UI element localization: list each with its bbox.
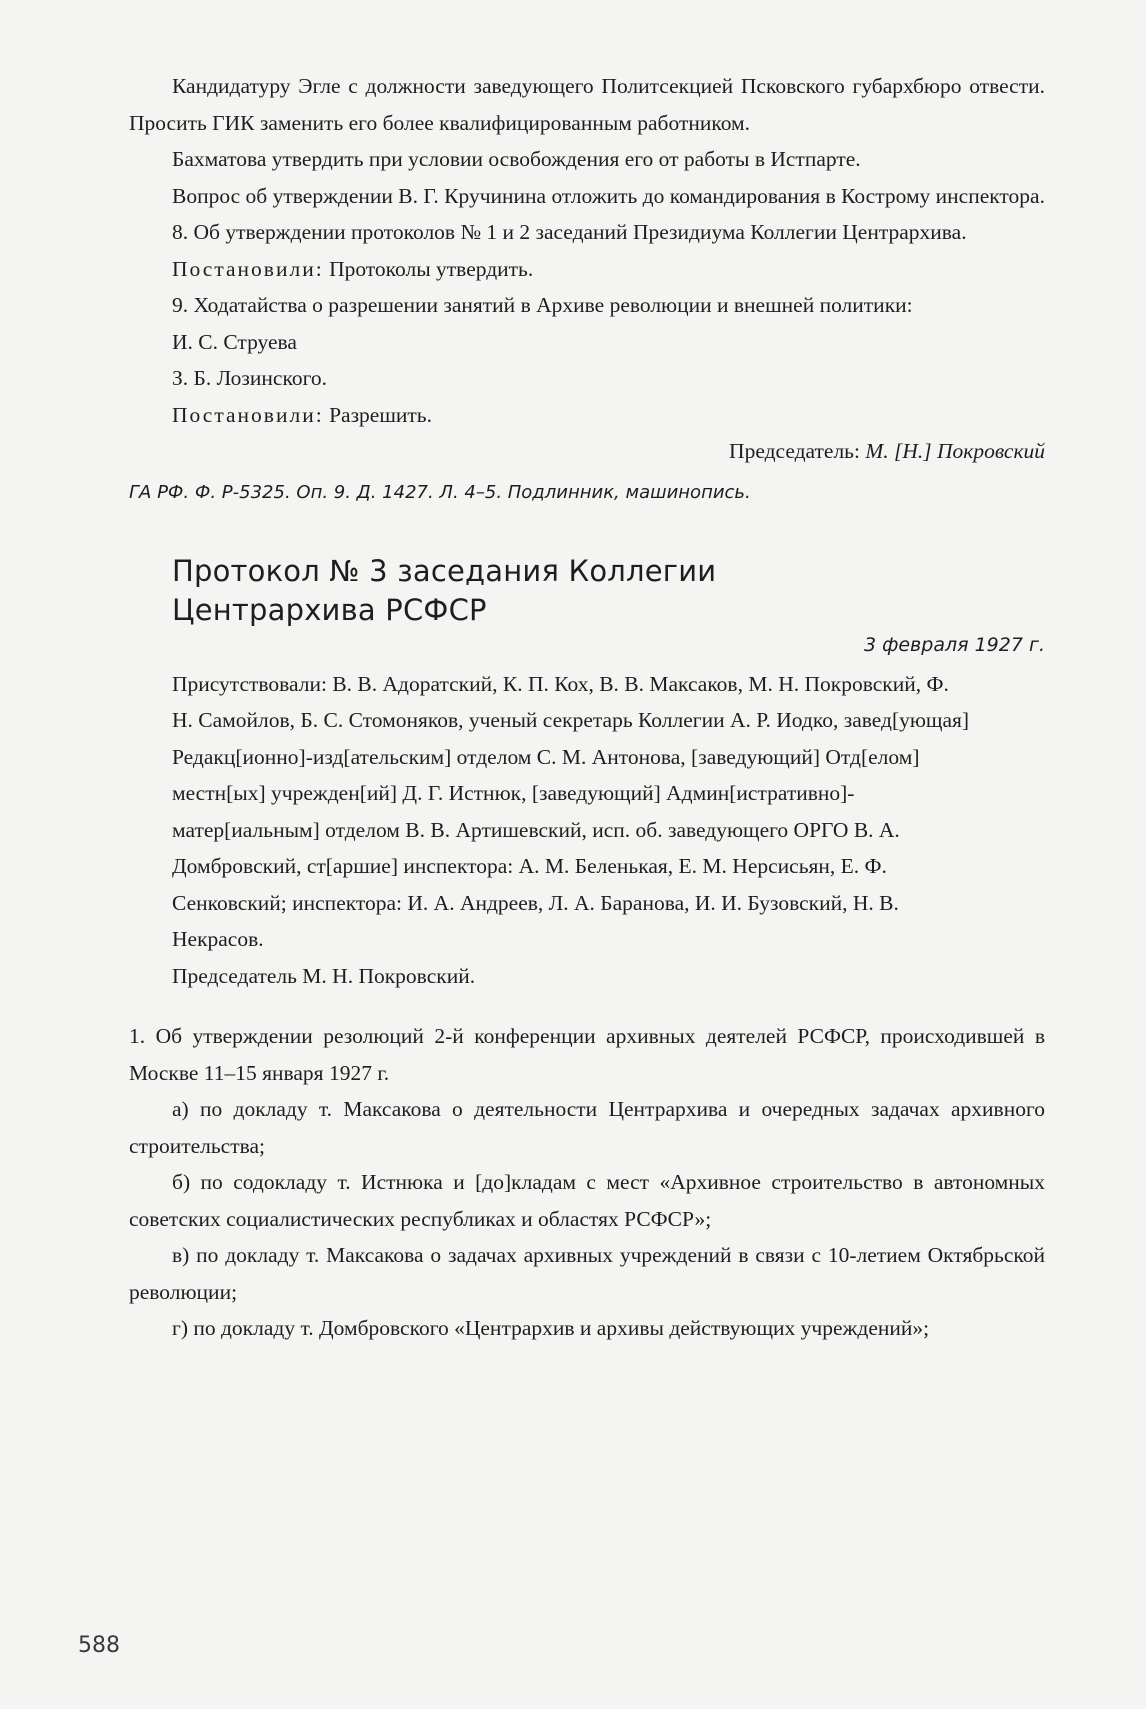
subitem-g: г) по докладу т. Домбровского «Центрархив и архивы действующих учреждений»;	[172, 1316, 930, 1340]
agenda-item-9: 9. Ходатайства о разрешении занятий в Архиве революции и внешней политики:	[172, 293, 913, 317]
subitem-b: б) по содокладу т. Истнюка и [до]кладам с мест «Архивное строительство в автономных советских социалистических республиках и областях РСФСР»;	[129, 1170, 1045, 1231]
decision-label: Постановили:	[172, 402, 324, 427]
chairman-signature	[129, 433, 1045, 470]
decision-9	[129, 397, 1045, 434]
attendance-list: Присутствовали: В. В. Адоратский, К. П. Кох, В. В. Максаков, М. Н. Покровский, Ф. Н. Самойлов, Б. С. Стомоняков, ученый секретарь Коллегии А. Р. Иодко, завед[ующая] Редакц[ионно]-изд[ательским] отделом С. М. Антонова, [заведующий] Отд[елом] местн[ых] учрежден[ий] Д. Г. Истнюк, [заведующий] Админ[истративно]-матер[иальным] отделом В. В. Артишевский, исп. об. заведующего ОРГО В. А. Домбровский, ст[аршие] инспектора: А. М. Беленькая, Е. М. Нерсисьян, Е. Ф. Сенковский; инспектора: И. А. Андреев, Л. А. Баранова, И. И. Бузовский, Н. В. Некрасов.	[172, 671, 970, 951]
paragraph-kruchinin: Вопрос об утверждении В. Г. Кручинина отложить до командирования в Кострому инспектора.	[172, 183, 1045, 208]
decision-8	[129, 251, 1045, 288]
subitem-a: а) по докладу т. Максакова о деятельности Центрархива и очередных задачах архивного строительства;	[129, 1097, 1045, 1158]
protocol-date: 3 февраля 1927 г.	[864, 633, 1045, 656]
chairman-line: Председатель М. Н. Покровский.	[172, 963, 476, 988]
signature-name: М. [Н.] Покровский	[865, 439, 1045, 463]
agenda-item-8: 8. Об утверждении протоколов № 1 и 2 заседаний Президиума Коллегии Центрархива.	[172, 220, 967, 244]
paragraph-bakhmatov: Бахматова утвердить при условии освобождения его от работы в Истпарте.	[172, 147, 861, 171]
decision-text: Разрешить.	[329, 402, 432, 427]
person-struev: И. С. Струева	[172, 329, 297, 354]
archival-source: ГА РФ. Ф. Р-5325. Оп. 9. Д. 1427. Л. 4–5. Подлинник, машинопись.	[129, 481, 751, 503]
decision-text: Протоколы утвердить.	[329, 256, 534, 281]
agenda-item-1: 1. Об утверждении резолюций 2-й конференции архивных деятелей РСФСР, происходившей в Москве 11–15 января 1927 г.	[129, 1024, 1045, 1085]
signature-label: Председатель:	[729, 439, 860, 463]
subitem-v: в) по докладу т. Максакова о задачах архивных учреждений в связи с 10-летием Октябрьской революции;	[129, 1243, 1045, 1304]
paragraph-egle: Кандидатуру Эгле с должности заведующего Политсекцией Псковского губархбюро отвести. Просить ГИК заменить его более квалифицированным работником.	[129, 74, 1045, 135]
protocol-title-line2: Центрархива РСФСР	[172, 592, 487, 627]
page-number: 588	[78, 1633, 120, 1658]
page-body	[129, 68, 1045, 1347]
person-lozinsky: З. Б. Лозинского.	[172, 366, 327, 390]
decision-label: Постановили:	[172, 256, 324, 281]
protocol-title-line1: Протокол № 3 заседания Коллегии	[172, 553, 717, 588]
